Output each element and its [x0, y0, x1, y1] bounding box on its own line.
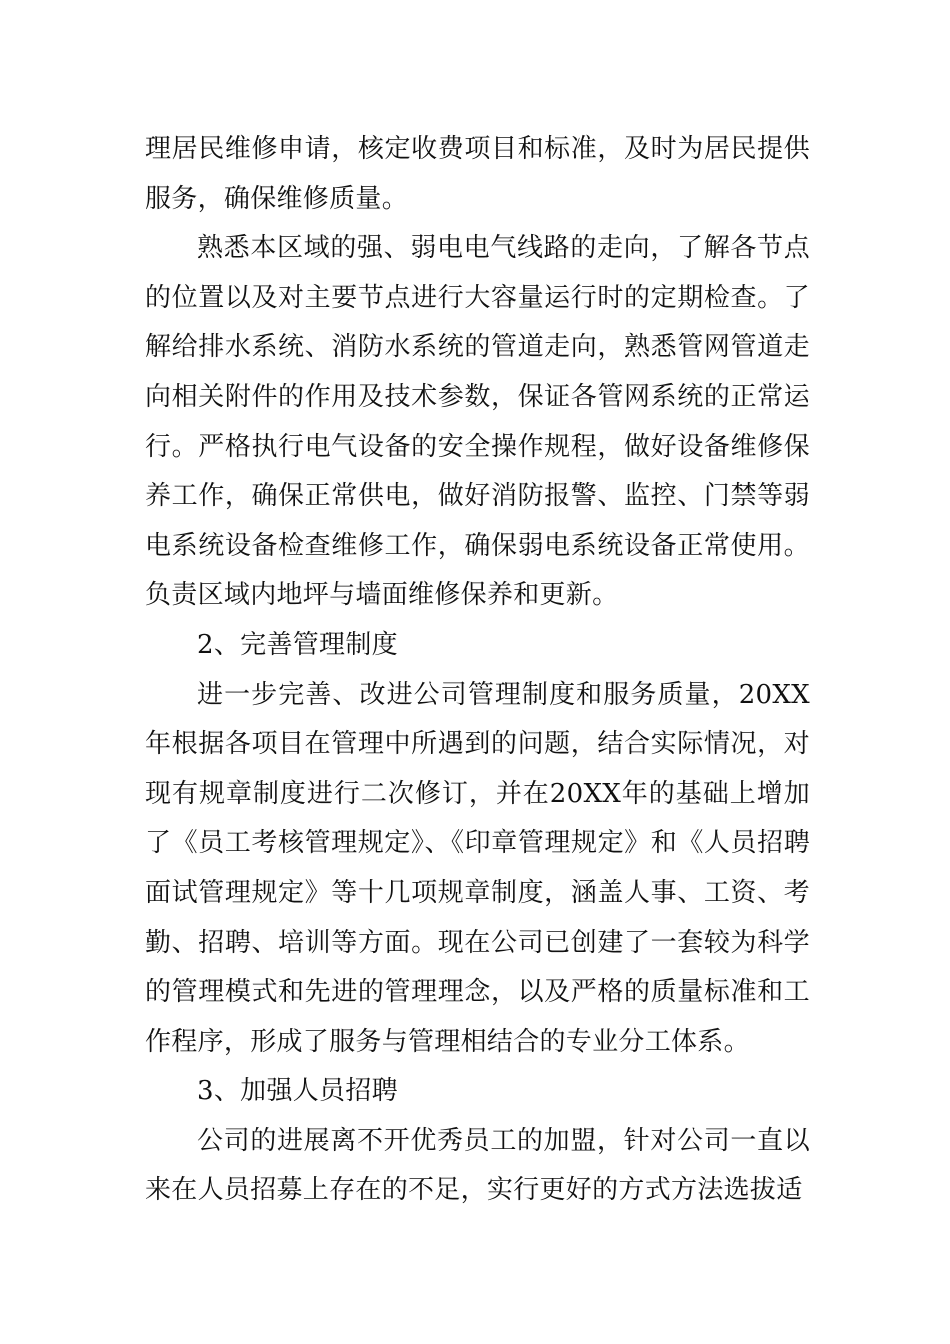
- paragraph-electrical-maintenance: 熟悉本区域的强、弱电电气线路的走向，了解各节点的位置以及对主要节点进行大容量运行时的定期检查。了解给排水系统、消防水系统的管道走向，熟悉管网管道走向相关附件的作用及技术参数，保证各管网系统的正常运行。严格执行电气设备的安全操作规程，做好设备维修保养工作，确保正常供电，做好消防报警、监控、门禁等弱电系统设备检查维修工作，确保弱电系统设备正常使用。负责区域内地坪与墙面维修保养和更新。: [145, 233, 810, 611]
- section-heading-recruitment: 3、加强人员招聘: [197, 1076, 398, 1107]
- paragraph-continued: 理居民维修申请，核定收费项目和标准，及时为居民提供服务，确保维修质量。: [145, 134, 810, 214]
- document-body: [145, 125, 810, 1216]
- paragraph-management-system: 进一步完善、改进公司管理制度和服务质量，20XX年根据各项目在管理中所遇到的问题，结合实际情况，对现有规章制度进行二次修订，并在20XX年的基础上增加了《员工考核管理规定》、《印章管理规定》和《人员招聘面试管理规定》等十几项规章制度，涵盖人事、工资、考勤、招聘、培训等方面。现在公司已创建了一套较为科学的管理模式和先进的管理理念，以及严格的质量标准和工作程序，形成了服务与管理相结合的专业分工体系。: [145, 679, 810, 1057]
- paragraph-recruitment: 公司的进展离不开优秀员工的加盟，针对公司一直以来在人员招募上存在的不足，实行更好的方式方法选拔适: [145, 1125, 810, 1206]
- section-heading-management-system: 2、完善管理制度: [197, 629, 398, 660]
